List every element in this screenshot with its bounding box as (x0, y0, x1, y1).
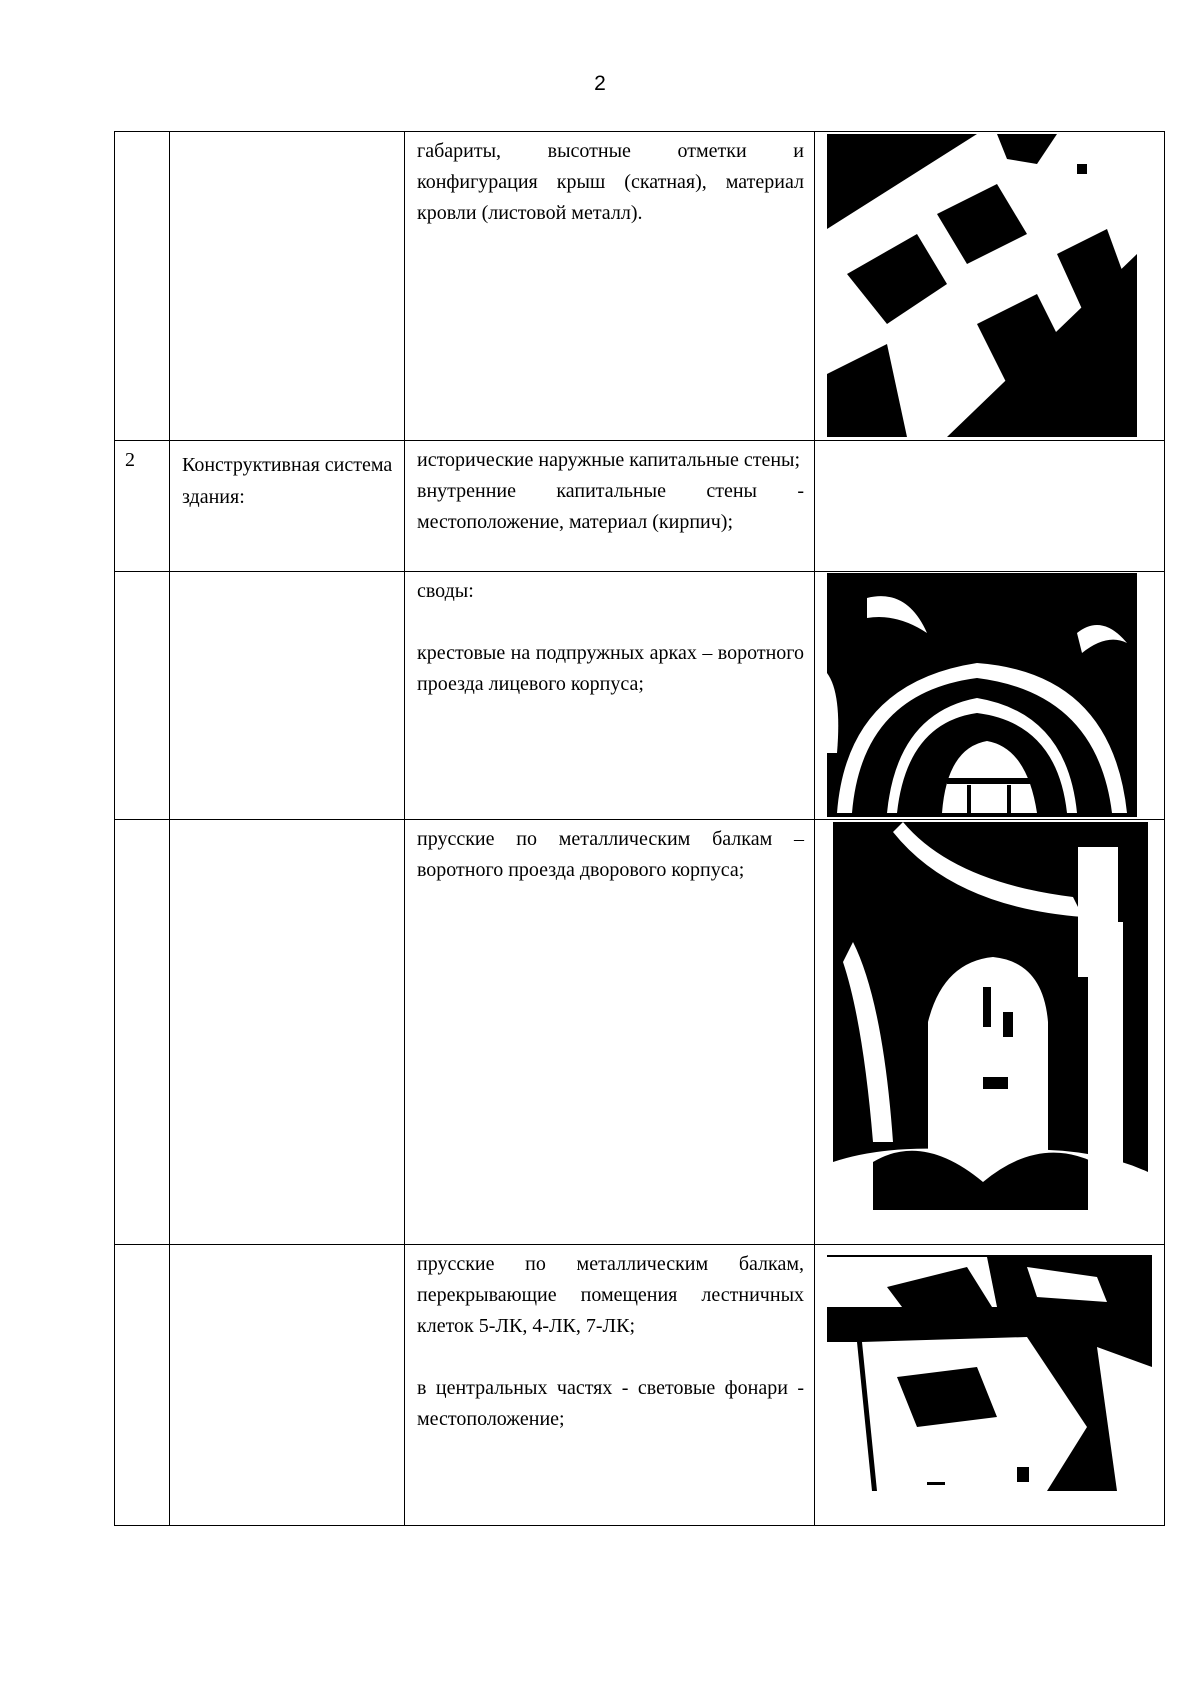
element-name: Конструктивная система здания: (170, 441, 405, 572)
table-row (115, 1245, 1165, 1526)
element-name (170, 132, 405, 441)
photo-cell (815, 820, 1165, 1245)
table-row (115, 132, 1165, 441)
table-row (115, 820, 1165, 1245)
skylight-photo (827, 1247, 1152, 1491)
row-number (115, 572, 170, 820)
photo-cell (815, 1245, 1165, 1526)
row-number (115, 1245, 170, 1526)
row-number (115, 820, 170, 1245)
document-table (114, 131, 1165, 1526)
table-row (115, 572, 1165, 820)
element-description (405, 1245, 815, 1526)
table-row (115, 441, 1165, 572)
element-name (170, 572, 405, 820)
description-paragraph: прусские по металлическим балкам – воротного проезда дворового корпуса; (417, 828, 804, 881)
row-number: 2 (115, 441, 170, 572)
gateway-vault-photo (833, 822, 1148, 1210)
description-paragraph: габариты, высотные отметки и конфигурация крыш (скатная), материал кровли (листовой металл). (417, 140, 804, 224)
element-description (405, 441, 815, 572)
row-number (115, 132, 170, 441)
photo-cell (815, 132, 1165, 441)
description-paragraph: своды: (417, 580, 474, 602)
description-paragraph: прусские по металлическим балкам, перекрывающие помещения лестничных клеток 5-ЛК, 4-ЛК, 7-ЛК; (417, 1253, 804, 1337)
cross-vault-photo (827, 573, 1137, 817)
photo-cell (815, 572, 1165, 820)
element-name (170, 820, 405, 1245)
element-name (170, 1245, 405, 1526)
element-description (405, 572, 815, 820)
element-description (405, 820, 815, 1245)
roof-aerial-photo (827, 134, 1137, 437)
description-paragraph: исторические наружные капитальные стены; (417, 449, 801, 471)
description-paragraph: крестовые на подпружных арках – воротного проезда лицевого корпуса; (417, 642, 804, 695)
element-description (405, 132, 815, 441)
photo-cell (815, 441, 1165, 572)
description-paragraph: внутренние капитальные стены - местоположение, материал (кирпич); (417, 480, 804, 533)
description-paragraph: в центральных частях - световые фонари - местоположение; (417, 1377, 804, 1430)
page-number: 2 (594, 72, 606, 95)
